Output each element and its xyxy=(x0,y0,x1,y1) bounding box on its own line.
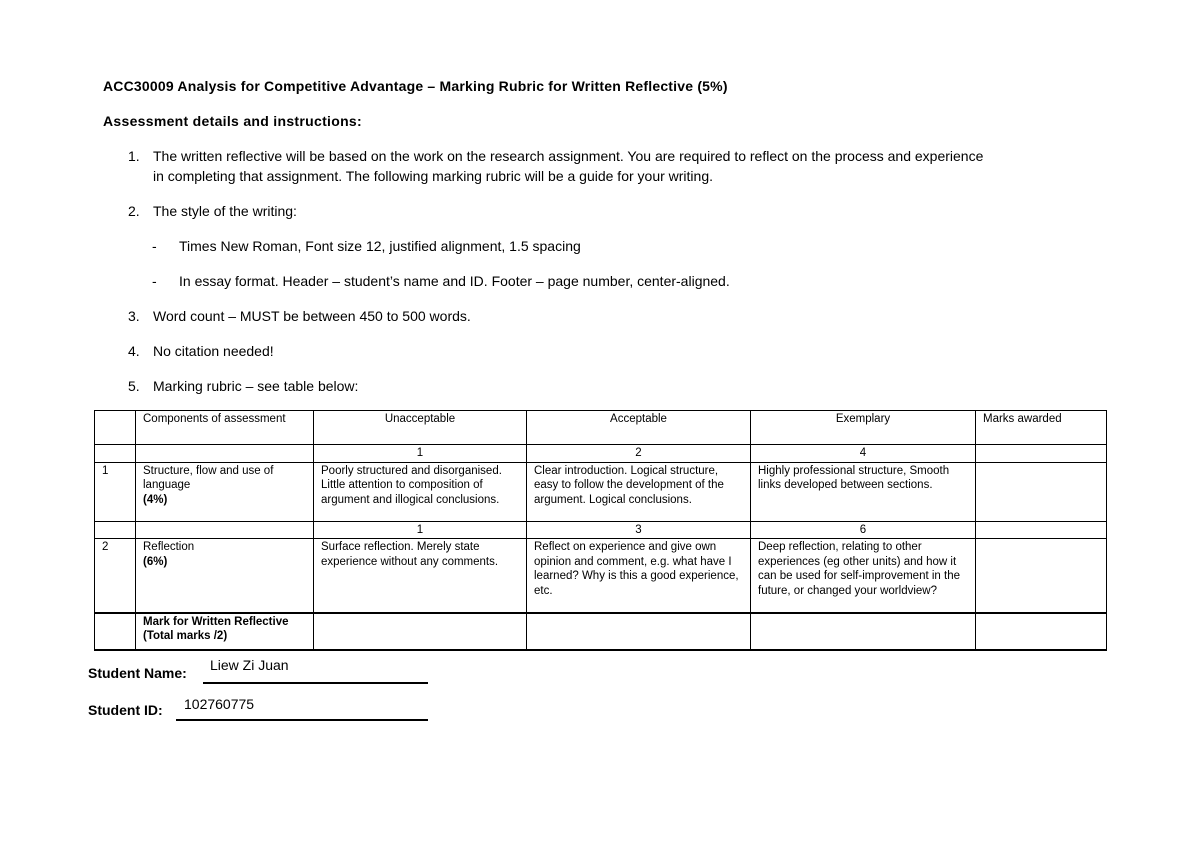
table-cell xyxy=(976,445,1107,463)
section-heading: Assessment details and instructions: xyxy=(103,113,362,129)
marks-cell xyxy=(976,539,1107,613)
exemplary-cell: Highly professional structure, Smooth links developed between sections. xyxy=(751,462,976,521)
total-label xyxy=(136,613,314,650)
list-text: No citation needed! xyxy=(153,343,274,359)
list-number: 2. xyxy=(128,203,140,219)
score-cell: 3 xyxy=(527,521,751,539)
component-cell xyxy=(136,539,314,613)
header-unacceptable: Unacceptable xyxy=(314,411,527,445)
score-cell: 1 xyxy=(314,445,527,463)
student-id-value: 102760775 xyxy=(184,696,255,712)
total-row xyxy=(95,613,1107,650)
style-point-text: In essay format. Header – student’s name and ID. Footer – page number, center-aligned. xyxy=(179,273,730,289)
score-cell: 6 xyxy=(751,521,976,539)
student-name-label: Student Name: xyxy=(88,665,187,681)
table-cell xyxy=(976,521,1107,539)
list-number: 1. xyxy=(128,148,140,164)
header-exemplary: Exemplary xyxy=(751,411,976,445)
acceptable-cell: Reflect on experience and give own opinion and comment, e.g. what have I learned? Why is this a good experience, etc. xyxy=(527,539,751,613)
document-title: ACC30009 Analysis for Competitive Advantage – Marking Rubric for Written Reflective (5%) xyxy=(103,78,728,94)
unacceptable-cell: Surface reflection. Merely state experience without any comments. xyxy=(314,539,527,613)
unacceptable-cell: Poorly structured and disorganised. Little attention to composition of argument and illogical conclusions. xyxy=(314,462,527,521)
list-number: 5. xyxy=(128,378,140,394)
marks-cell xyxy=(976,462,1107,521)
component-name: Reflection xyxy=(143,541,195,553)
table-cell xyxy=(751,613,976,650)
total-marks-cell xyxy=(976,613,1107,650)
exemplary-cell: Deep reflection, relating to other experiences (eg other units) and how it can be used for self-improvement in the future, or changed your worldview? xyxy=(751,539,976,613)
component-weight: (6%) xyxy=(143,555,168,568)
score-row xyxy=(95,521,1107,539)
total-label-line: Mark for Written Reflective xyxy=(143,615,289,628)
score-cell: 4 xyxy=(751,445,976,463)
score-cell: 1 xyxy=(314,521,527,539)
table-cell xyxy=(95,521,136,539)
list-text: Marking rubric – see table below: xyxy=(153,378,359,394)
list-number: 4. xyxy=(128,343,140,359)
table-cell xyxy=(136,445,314,463)
component-name: Structure, flow and use of language xyxy=(143,464,274,491)
row-number: 2 xyxy=(95,539,136,613)
header-marks-awarded: Marks awarded xyxy=(976,411,1107,445)
dash-bullet: - xyxy=(152,238,157,254)
list-text: The style of the writing: xyxy=(153,203,297,219)
student-id-label: Student ID: xyxy=(88,702,163,718)
table-row xyxy=(95,462,1107,521)
table-cell xyxy=(136,521,314,539)
component-cell xyxy=(136,462,314,521)
style-point-text: Times New Roman, Font size 12, justified alignment, 1.5 spacing xyxy=(179,238,581,254)
table-cell xyxy=(95,411,136,445)
header-components: Components of assessment xyxy=(136,411,314,445)
dash-bullet: - xyxy=(152,273,157,289)
table-cell xyxy=(95,613,136,650)
acceptable-cell: Clear introduction. Logical structure, easy to follow the development of the argument. Logical conclusions. xyxy=(527,462,751,521)
score-cell: 2 xyxy=(527,445,751,463)
student-name-value: Liew Zi Juan xyxy=(210,657,289,673)
row-number: 1 xyxy=(95,462,136,521)
list-text-line: The written reflective will be based on the work on the research assignment. You are required to reflect on the process and experience xyxy=(153,148,984,164)
table-row xyxy=(95,539,1107,613)
list-number: 3. xyxy=(128,308,140,324)
total-label-line: (Total marks /2) xyxy=(143,630,228,642)
score-row xyxy=(95,445,1107,463)
marking-rubric-table xyxy=(94,410,1107,651)
header-acceptable: Acceptable xyxy=(527,411,751,445)
table-cell xyxy=(527,613,751,650)
component-weight: (4%) xyxy=(143,493,168,506)
list-text: Word count – MUST be between 450 to 500 words. xyxy=(153,308,471,324)
table-cell xyxy=(95,445,136,463)
list-text-line: in completing that assignment. The following marking rubric will be a guide for your writing. xyxy=(153,168,714,184)
table-cell xyxy=(314,613,527,650)
table-header-row xyxy=(95,411,1107,445)
